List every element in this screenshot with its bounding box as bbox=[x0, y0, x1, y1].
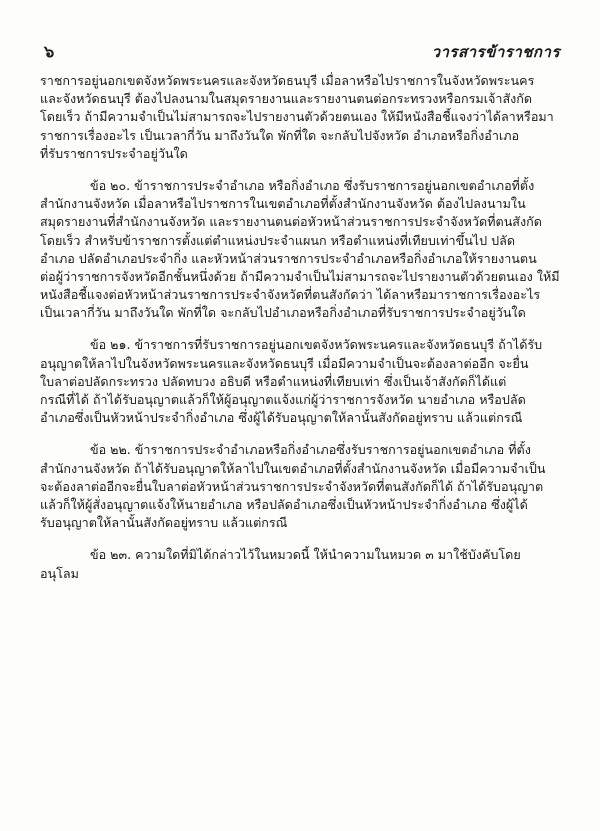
text-line: กรณีที่ได้ ถ้าได้รับอนุญาตแล้วก็ให้ผู้อนุญาตแจ้งแก่ผู้ว่าราชการจังหวัด นายอำเภอ หรือปลัด bbox=[40, 392, 526, 407]
text-line: อำเภอซึ่งเป็นหัวหน้าประจำกิ่งอำเภอ ซึ่งผู้ได้รับอนุญาตให้ลานั้นสังกัดอยู่ทราบ แล้วแต่กรณี bbox=[40, 410, 523, 426]
text-line: หนังสือชี้แจงต่อหัวหน้าส่วนราชการประจำจังหวัดที่ตนสังกัดว่า ได้ลาหรือมาราชการเรื่องอะไร bbox=[40, 287, 541, 303]
text-line: โดยเร็ว สำหรับข้าราชการตั้งแต่ตำแหน่งประจำแผนก หรือตำแหน่งที่เทียบเท่าขึ้นไป ปลัด bbox=[40, 232, 516, 248]
text-line: จะต้องลาต่ออีกจะยื่นใบลาต่อหัวหน้าส่วนราชการประจำจังหวัดที่ตนสังกัดก็ได้ ถ้าได้รับอนุญาต bbox=[40, 478, 544, 494]
text-line: ข้อ ๒๓. ความใดที่มิได้กล่าวไว้ในหมวดนี้ ให้นำความในหมวด ๓ มาใช้บังคับโดย bbox=[90, 547, 521, 563]
text-line: ข้อ ๒๒. ข้าราชการประจำอำเภอหรือกิ่งอำเภอซึ่งรับราชการอยู่นอกเขตอำเภอ ที่ตั้ง bbox=[90, 442, 531, 458]
text-line: อนุโลม bbox=[40, 565, 79, 581]
text-line: อนุญาตให้ลาไปในจังหวัดพระนครและจังหวัดธนบุรี เมื่อมีความจำเป็นจะต้องลาต่ออีก จะยื่น bbox=[40, 355, 529, 371]
paragraph-clause-20 bbox=[40, 177, 562, 323]
text-line: ข้อ ๒๑. ข้าราชการที่รับราชการอยู่นอกเขตจังหวัดพระนครและจังหวัดธนบุรี ถ้าได้รับ bbox=[90, 337, 543, 353]
text-line: ราชการอยู่นอกเขตจังหวัดพระนครและจังหวัดธนบุรี เมื่อลาหรือไปราชการในจังหวัดพระนคร bbox=[40, 73, 535, 88]
text-line: ใบลาต่อปลัดกระทรวง ปลัดทบวง อธิบดี หรือตำแหน่งที่เทียบเท่า ซึ่งเป็นเจ้าสังกัดก็ได้แต่ bbox=[40, 373, 507, 389]
body-text bbox=[40, 72, 562, 583]
text-line: รับอนุญาตให้ลานั้นสังกัดอยู่ทราบ แล้วแต่กรณี bbox=[40, 515, 288, 531]
paragraph-continuation bbox=[40, 72, 562, 163]
text-line: ข้อ ๒๐. ข้าราชการประจำอำเภอ หรือกิ่งอำเภอ ซึ่งรับราชการอยู่นอกเขตอำเภอที่ตั้ง bbox=[90, 177, 535, 193]
text-line: สำนักงานจังหวัด เมื่อลาหรือไปราชการในเขตอำเภอที่ตั้งสำนักงานจังหวัด ต้องไปลงนามใน bbox=[40, 196, 526, 212]
paragraph-clause-22 bbox=[40, 441, 562, 532]
text-line: ราชการเรื่องอะไร เป็นเวลากี่วัน มาถึงวันใด พักที่ใด จะกลับไปจังหวัด อำเภอหรือกิ่งอำเภอ bbox=[40, 127, 520, 143]
text-line: ที่รับราชการประจำอยู่วันใด bbox=[40, 145, 188, 161]
paragraph-clause-21 bbox=[40, 336, 562, 427]
page-number: ๖ bbox=[44, 42, 55, 61]
text-line: อำเภอ ปลัดอำเภอประจำกิ่ง และหัวหน้าส่วนราชการประจำอำเภอหรือกิ่งอำเภอให้รายงานตน bbox=[40, 250, 537, 266]
text-line: แล้วก็ให้ผู้สั่งอนุญาตแจ้งให้นายอำเภอ หรือปลัดอำเภอซึ่งเป็นหัวหน้าประจำกิ่งอำเภอ ซึ่งผู้ได้ bbox=[40, 496, 528, 512]
text-line: สำนักงานจังหวัด ถ้าได้รับอนุญาตให้ลาไปในเขตอำเภอที่ตั้งสำนักงานจังหวัด เมื่อมีความจำเป็น bbox=[40, 460, 546, 476]
text-line: ต่อผู้ว่าราชการจังหวัดอีกชั้นหนึ่งด้วย ถ้ามีความจำเป็นไม่สามารถจะไปรายงานตัวด้วยตนเอง ให้มี bbox=[40, 268, 560, 284]
running-title: วารสารข้าราชการ bbox=[431, 43, 560, 61]
text-line: โดยเร็ว ถ้ามีความจำเป็นไม่สามารถจะไปรายงานตัวด้วยตนเอง ให้มีหนังสือชี้แจงว่าได้ลาหรือมา bbox=[40, 109, 554, 125]
text-line: และจังหวัดธนบุรี ต้องไปลงนามในสมุดรายงานและรายงานตนต่อกระทรวงหรือกรมเจ้าสังกัด bbox=[40, 91, 533, 107]
paragraph-clause-23 bbox=[40, 546, 562, 582]
text-line: เป็นเวลากี่วัน มาถึงวันใด พักที่ใด จะกลับไปอำเภอหรือกิ่งอำเภอที่รับราชการประจำอยู่วันใด bbox=[40, 305, 526, 321]
text-line: สมุดรายงานที่สำนักงานจังหวัด และรายงานตนต่อหัวหน้าส่วนราชการประจำจังหวัดที่ตนสังกัด bbox=[40, 214, 542, 230]
